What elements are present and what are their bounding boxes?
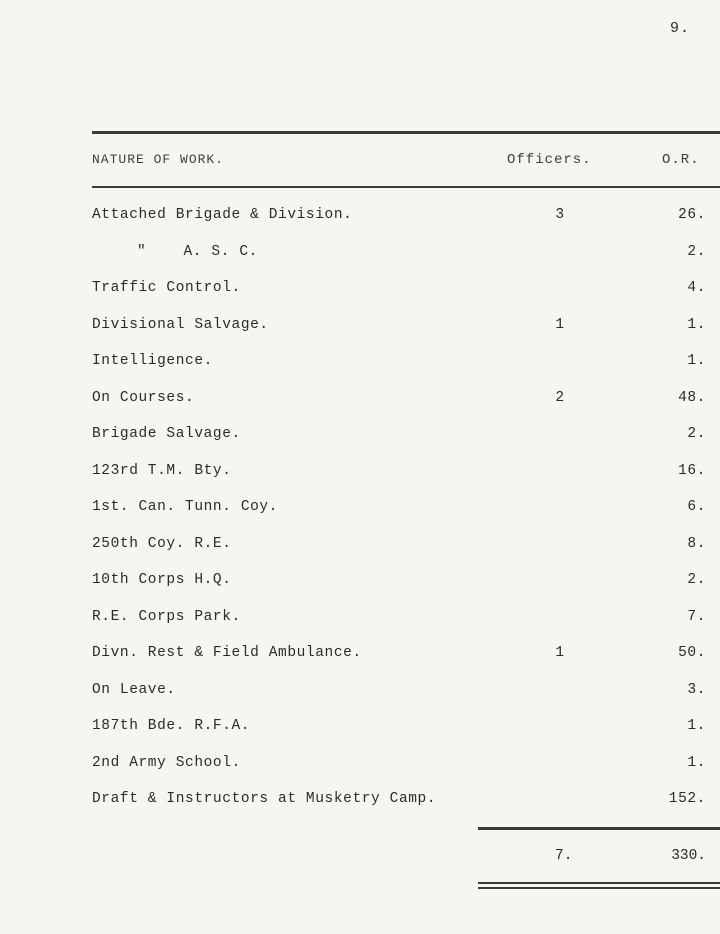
or-cell: 2. <box>687 426 706 442</box>
table-body <box>0 207 720 828</box>
nature-cell: R.E. Corps Park. <box>92 608 241 625</box>
nature-cell: 1st. Can. Tunn. Coy. <box>92 499 279 515</box>
or-cell: 1. <box>687 316 706 333</box>
officers-cell: 2 <box>555 389 565 406</box>
or-cell: 152. <box>668 791 706 807</box>
table-row <box>0 317 720 354</box>
nature-cell: Brigade Salvage. <box>92 426 241 442</box>
table-row <box>0 682 720 719</box>
table-row <box>0 499 720 536</box>
nature-cell: Traffic Control. <box>92 280 241 296</box>
table-row <box>0 572 720 609</box>
table-top-rule <box>92 131 720 134</box>
nature-cell: 187th Bde. R.F.A. <box>92 718 251 734</box>
total-or: 330. <box>671 848 706 864</box>
total-rule <box>478 827 720 830</box>
table-row <box>0 609 720 646</box>
or-cell: 2. <box>687 572 706 588</box>
header-rule <box>92 186 720 188</box>
nature-cell: 10th Corps H.Q. <box>92 572 232 588</box>
or-cell: 50. <box>678 645 706 661</box>
page-number: 9. <box>670 20 691 37</box>
table-row <box>0 207 720 244</box>
nature-cell: Divisional Salvage. <box>92 316 269 333</box>
header-nature-of-work: NATURE OF WORK. <box>92 152 225 167</box>
table-row <box>0 426 720 463</box>
table-row <box>0 755 720 792</box>
or-cell: 16. <box>678 462 706 479</box>
nature-cell: 123rd T.M. Bty. <box>92 462 232 479</box>
nature-cell: 2nd Army School. <box>92 754 241 771</box>
nature-cell: " A. S. C. <box>137 243 258 260</box>
nature-cell: Draft & Instructors at Musketry Camp. <box>92 791 437 807</box>
header-other-ranks: O.R. <box>662 152 700 168</box>
double-rule-bottom <box>478 887 720 889</box>
nature-cell: 250th Coy. R.E. <box>92 535 232 552</box>
officers-cell: 3 <box>555 207 565 223</box>
nature-cell: On Courses. <box>92 389 195 406</box>
table-row <box>0 718 720 755</box>
double-rule-top <box>478 882 720 884</box>
or-cell: 26. <box>678 207 706 223</box>
officers-cell: 1 <box>555 316 565 333</box>
nature-cell: On Leave. <box>92 681 176 698</box>
or-cell: 48. <box>678 389 706 406</box>
nature-cell: Divn. Rest & Field Ambulance. <box>92 645 362 661</box>
table-row <box>0 390 720 427</box>
or-cell: 7. <box>687 608 706 625</box>
or-cell: 8. <box>687 535 706 552</box>
nature-cell: Intelligence. <box>92 353 213 369</box>
header-officers: Officers. <box>507 152 592 168</box>
table-row <box>0 463 720 500</box>
or-cell: 6. <box>687 499 706 515</box>
nature-cell: Attached Brigade & Division. <box>92 207 353 223</box>
table-row <box>0 645 720 682</box>
or-cell: 1. <box>687 718 706 734</box>
or-cell: 3. <box>687 681 706 698</box>
table-row <box>0 791 720 828</box>
total-officers: 7. <box>555 848 573 864</box>
table-row <box>0 280 720 317</box>
or-cell: 2. <box>687 243 706 260</box>
or-cell: 4. <box>687 280 706 296</box>
or-cell: 1. <box>687 754 706 771</box>
table-row <box>0 244 720 281</box>
table-row <box>0 353 720 390</box>
officers-cell: 1 <box>555 645 565 661</box>
table-row <box>0 536 720 573</box>
or-cell: 1. <box>687 353 706 369</box>
